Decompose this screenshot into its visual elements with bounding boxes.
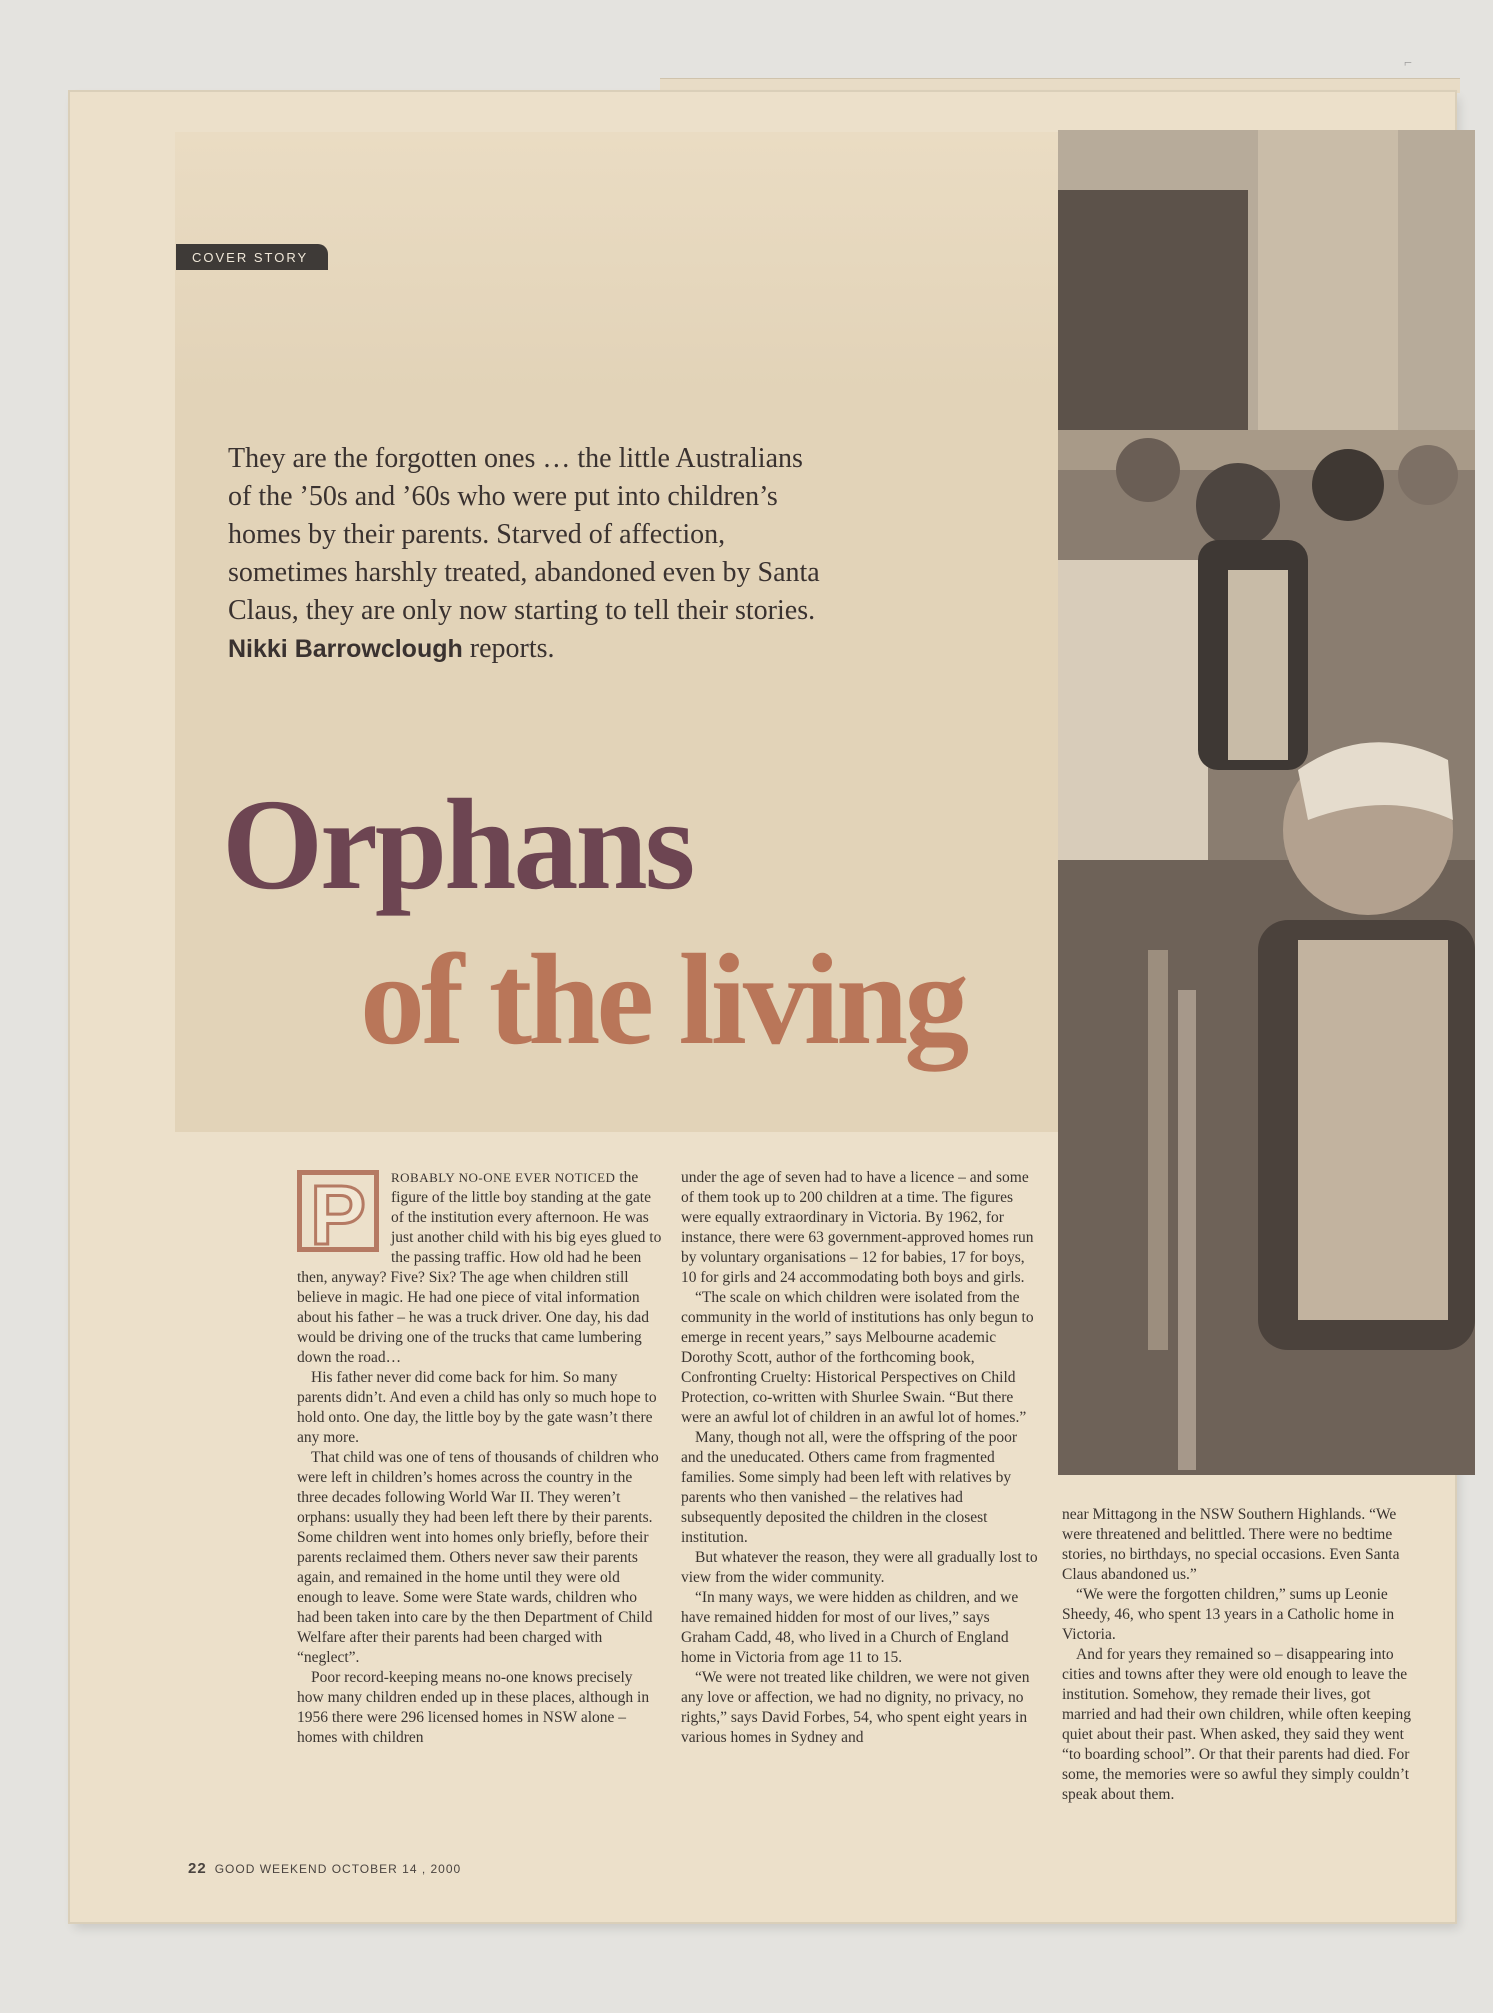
column-2-paragraph-3: Many, though not all, were the offspring of the poor and the uneducated. Others came from fragmented families. Some simply had been left with relatives by parents who then vanished – the relatives had subsequently deposited the children in the closest institution. xyxy=(681,1429,1017,1546)
author-name: Nikki Barrowclough xyxy=(228,635,463,663)
column-3-paragraph-3: And for years they remained so – disappearing into cities and towns after they were old enough to leave the institution. Somehow, they remade their lives, got married and had their own children, while often keeping quiet about their past. When asked, they said they went “to boarding school”. Or that their parents had died. For some, the memories were so awful they simply couldn’t speak about them. xyxy=(1062,1646,1412,1803)
column-1-paragraph xyxy=(297,1168,662,1368)
column-3-paragraph-1: near Mittagong in the NSW Southern Highlands. “We were threatened and belittled. There were no bedtime stories, no birthdays, no special occasions. Even Santa Claus abandoned us.” xyxy=(1062,1506,1400,1583)
intro-standfirst xyxy=(228,440,828,668)
page-edge xyxy=(660,78,1460,93)
lead-caps: ROBABLY NO-ONE EVER NOTICED xyxy=(391,1170,616,1185)
page-footer xyxy=(188,1860,461,1877)
publication-line: GOOD WEEKEND OCTOBER 14 , 2000 xyxy=(214,1862,462,1876)
column-1-paragraph-1: the figure of the little boy standing at the gate of the institution every afternoon. He was just another child with his big eyes glued to the passing traffic. How old had he been then, anyway? Five? Six? The age when children still believe in magic. He had one piece of vital information about his father – he was a truck driver. One day, his dad would be driving one of the trucks that came lumbering down the road… xyxy=(297,1169,662,1366)
section-label: COVER STORY xyxy=(176,244,328,270)
article-column-1 xyxy=(297,1168,662,1748)
orphanage-dining-room-photo-icon xyxy=(1058,130,1475,1475)
column-2-paragraph-5: “In many ways, we were hidden as children, and we have remained hidden for most of our lives,” says Graham Cadd, 48, who lived in a Church of England home in Victoria from age 11 to 15. xyxy=(681,1589,1019,1666)
column-1-paragraph-4: Poor record-keeping means no-one knows precisely how many children ended up in these places, although in 1956 there were 296 licensed homes in NSW alone – homes with children xyxy=(297,1669,650,1746)
photo-illustration xyxy=(1058,130,1475,1475)
drop-cap: P xyxy=(297,1170,379,1252)
headline-line-2: of the living xyxy=(360,928,966,1072)
page-number: 22 xyxy=(188,1860,207,1877)
headline-line-1: Orphans xyxy=(222,773,693,917)
column-1-paragraph-2: His father never did come back for him. So many parents didn’t. And even a child has only so much hope to hold onto. One day, the little boy by the gate wasn’t there any more. xyxy=(297,1369,657,1446)
intro-text: They are the forgotten ones … the little Australians of the ’50s and ’60s who were put into children’s homes by their parents. Starved of affection, sometimes harshly treated, abandoned even by Santa Claus, they are only now starting to tell their stories. xyxy=(228,443,820,626)
column-2-paragraph-2: “The scale on which children were isolated from the community in the world of institutions has only begun to emerge in recent years,” says Melbourne academic Dorothy Scott, author of the forthcoming book, Confronting Cruelty: Historical Perspectives on Child Protection, co-written with Shurlee Swain. “But there were an awful lot of children in an awful lot of homes.” xyxy=(681,1289,1034,1426)
column-2-paragraph-6: “We were not treated like children, we were not given any love or affection, we had no dignity, no privacy, no rights,” says David Forbes, 54, who spent eight years in various homes in Sydney and xyxy=(681,1669,1030,1746)
article-column-3 xyxy=(1062,1505,1422,1805)
corner-mark: ⌐ xyxy=(1404,56,1412,71)
column-1-paragraph-3: That child was one of tens of thousands of children who were left in children’s homes across the country in the three decades following World War II. They weren’t orphans: usually they had been left there by their parents. Some children went into homes only briefly, before their parents reclaimed them. Others never saw their parents again, and remained in the home until they were old enough to leave. Some were State wards, children who had been taken into care by the then Department of Child Welfare after their parents had been charged with “neglect”. xyxy=(297,1449,659,1666)
column-2-paragraph-1: under the age of seven had to have a licence – and some of them took up to 200 children at a time. The figures were equally extraordinary in Victoria. By 1962, for instance, there were 63 government-approved homes run by voluntary organisations – 12 for babies, 17 for boys, 10 for girls and 24 accommodating both boys and girls. xyxy=(681,1169,1034,1286)
article-column-2 xyxy=(681,1168,1039,1748)
column-2-paragraph-4: But whatever the reason, they were all gradually lost to view from the wider community. xyxy=(681,1549,1038,1586)
column-3-paragraph-2: “We were the forgotten children,” sums up Leonie Sheedy, 46, who spent 13 years in a Catholic home in Victoria. xyxy=(1062,1586,1395,1643)
intro-reports: reports. xyxy=(469,633,555,664)
